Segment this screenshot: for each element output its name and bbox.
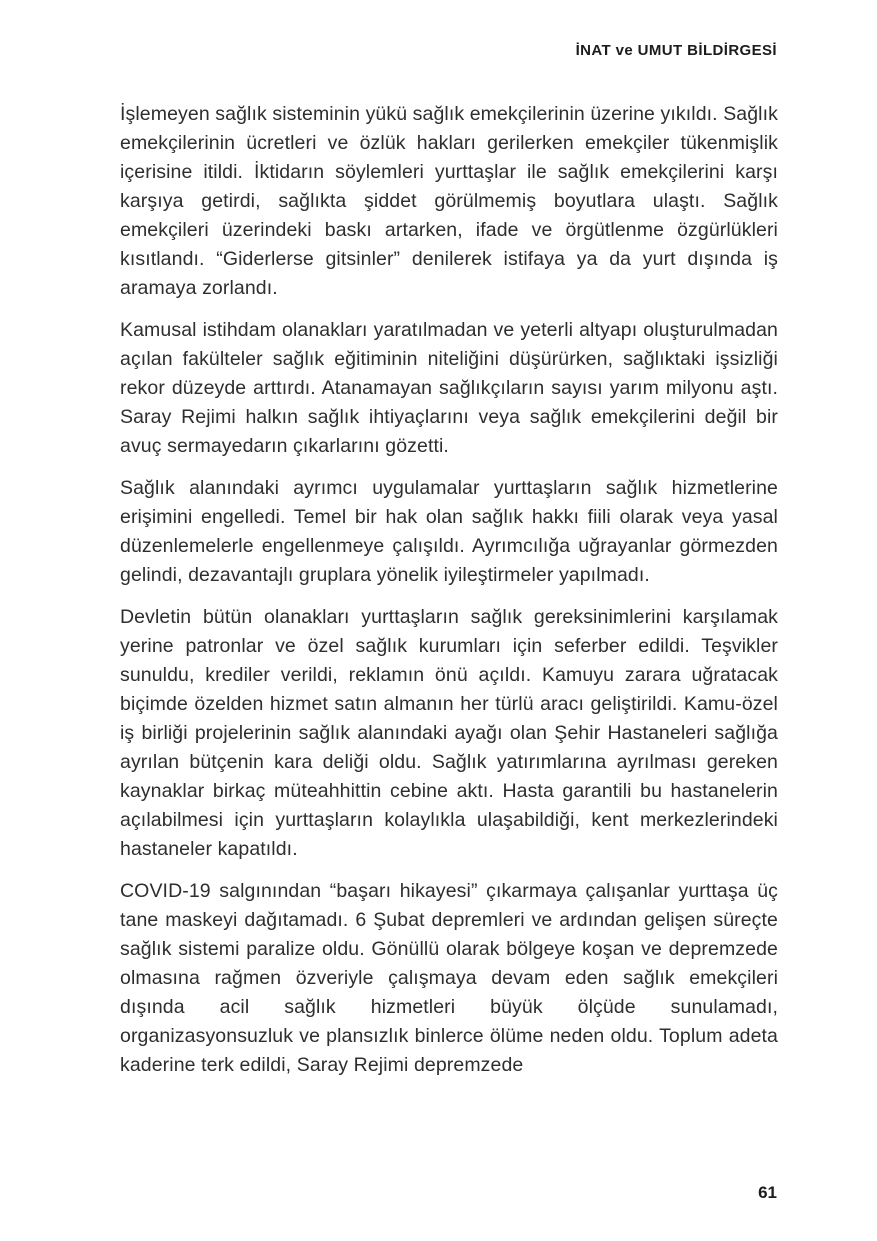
paragraph: İşlemeyen sağlık sisteminin yükü sağlık emekçilerinin üzerine yıkıldı. Sağlık emekçilerinin ücretleri ve özlük hakları gerilerken emekçiler tükenmişlik içerisine itildi. İktidarın söylemleri yurttaşlar ile sağlık emekçilerini karşı karşıya getirdi, sağlıkta şiddet görülmemiş boyutlara ulaştı. Sağlık emekçileri üzerindeki baskı artarken, ifade ve örgütlenme özgürlükleri kısıtlandı. “Giderlerse gitsinler” denilerek istifaya ya da yurt dışında iş aramaya zorlandı. — [120, 103, 778, 299]
paragraph: Devletin bütün olanakları yurttaşların sağlık gereksinimlerini karşılamak yerine patronlar ve özel sağlık kurumları için seferber edildi. Teşvikler sunuldu, krediler verildi, reklamın önü açıldı. Kamuyu zarara uğratacak biçimde özelden hizmet satın almanın her türlü aracı geliştirildi. Kamu-özel iş birliği projelerinin sağlık alanındaki ayağı olan Şehir Hastaneleri sağlığa ayrılan bütçenin kara deliği oldu. Sağlık yatırımlarına ayrılması gereken kaynaklar birkaç müteahhittin cebine aktı. Hasta garantili bu hastanelerin açılabilmesi için yurttaşların kolaylıkla ulaşabildiği, kent merkezlerindeki hastaneler kapatıldı. — [120, 606, 778, 860]
paragraph: Kamusal istihdam olanakları yaratılmadan ve yeterli altyapı oluşturulmadan açılan fakülteler sağlık eğitiminin niteliğini düşürürken, sağlıktaki işsizliği rekor düzeyde arttırdı. Atanamayan sağlıkçıların sayısı yarım milyonu aştı. Saray Rejimi halkın sağlık ihtiyaçlarını veya sağlık emekçilerini değil bir avuç sermayedarın çıkarlarını gözetti. — [120, 319, 778, 457]
page-number: 61 — [758, 1183, 777, 1202]
page-footer — [120, 1183, 777, 1203]
running-header-title: İNAT ve UMUT BİLDİRGESİ — [575, 42, 777, 59]
paragraphs-container — [120, 100, 778, 1080]
body-content — [120, 100, 778, 1080]
paragraph: Sağlık alanındaki ayrımcı uygulamalar yurttaşların sağlık hizmetlerine erişimini engelledi. Temel bir hak olan sağlık hakkı fiili olarak veya yasal düzenlemelerle engellenmeye çalışıldı. Ayrımcılığa uğrayanlar görmezden gelindi, dezavantajlı gruplara yönelik iyileştirmeler yapılmadı. — [120, 477, 778, 586]
paragraph: COVID-19 salgınından “başarı hikayesi” çıkarmaya çalışanlar yurttaşa üç tane maskeyi dağıtamadı. 6 Şubat depremleri ve ardından gelişen süreçte sağlık sistemi paralize oldu. Gönüllü olarak bölgeye koşan ve depremzede olmasına rağmen özveriyle çalışmaya devam eden sağlık emekçileri dışında acil sağlık hizmetleri büyük ölçüde sunulamadı, organizasyonsuzluk ve plansızlık binlerce ölüme neden oldu. Toplum adeta kaderine terk edildi, Saray Rejimi depremzede — [120, 880, 778, 1076]
